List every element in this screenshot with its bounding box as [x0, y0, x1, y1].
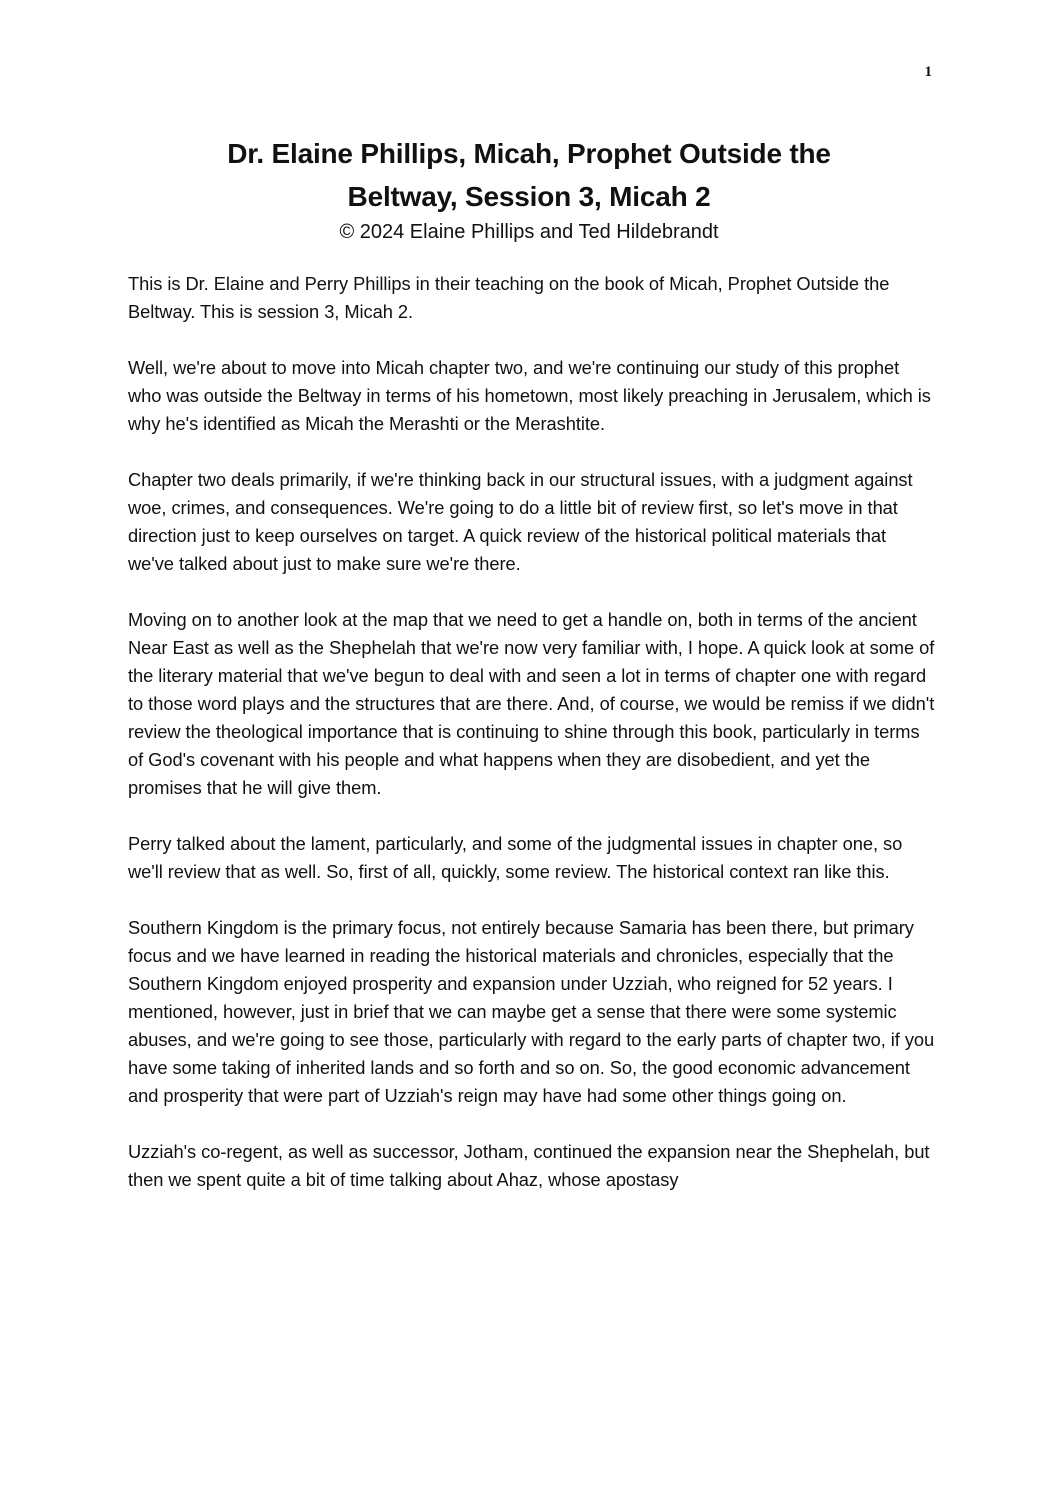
paragraph-3: Chapter two deals primarily, if we're thinking back in our structural issues, with a judgment against woe, crimes, and consequences. We're going to do a little bit of review first, so let's move in that direction just to keep ourselves on target. A quick review of the historical political materials that we've talked about just to make sure we're there. [128, 469, 913, 574]
paragraph-6: Southern Kingdom is the primary focus, not entirely because Samaria has been there, but primary focus and we have learned in reading the historical materials and chronicles, especially that the Southern Kingdom enjoyed prosperity and expansion under Uzziah, who reigned for 52 years. I mentioned, however, just in brief that we can maybe get a sense that there were some systemic abuses, and we're going to see those, particularly with regard to the early parts of chapter two, if you have some taking of inherited lands and so forth and so on. So, the good economic advancement and prosperity that were part of Uzziah's reign may have had some other things going on. [128, 917, 935, 1106]
document-title [129, 132, 929, 218]
paragraph-2: Well, we're about to move into Micah chapter two, and we're continuing our study of this prophet who was outside the Beltway in terms of his hometown, most likely preaching in Jerusalem, which is why he's identified as Micah the Merashti or the Merashtite. [128, 357, 931, 434]
title-block [129, 132, 929, 247]
page-number: 1 [924, 64, 932, 80]
paragraph-5: Perry talked about the lament, particularly, and some of the judgmental issues in chapter one, so we'll review that as well. So, first of all, quickly, some review. The historical context ran like this. [128, 833, 903, 882]
paragraph-1: This is Dr. Elaine and Perry Phillips in their teaching on the book of Micah, Prophet Outside the Beltway. This is session 3, Micah 2. [128, 273, 890, 322]
title-line-1: Dr. Elaine Phillips, Micah, Prophet Outside the [227, 138, 831, 169]
paragraph-7: Uzziah's co-regent, as well as successor, Jotham, continued the expansion near the Shephelah, but then we spent quite a bit of time talking about Ahaz, whose apostasy [128, 1141, 930, 1190]
paragraph-4: Moving on to another look at the map that we need to get a handle on, both in terms of the ancient Near East as well as the Shephelah that we're now very familiar with, I hope. A quick look at some of the literary material that we've begun to deal with and seen a lot in terms of chapter one with regard to those word plays and the structures that are there. And, of course, we would be remiss if we didn't review the theological importance that is continuing to shine through this book, particularly in terms of God's covenant with his people and what happens when they are disobedient, and yet the promises that he will give them. [128, 609, 935, 798]
copyright-line: © 2024 Elaine Phillips and Ted Hildebrandt [339, 221, 719, 243]
document-body [128, 270, 936, 1222]
title-line-2: Beltway, Session 3, Micah 2 [347, 181, 711, 212]
